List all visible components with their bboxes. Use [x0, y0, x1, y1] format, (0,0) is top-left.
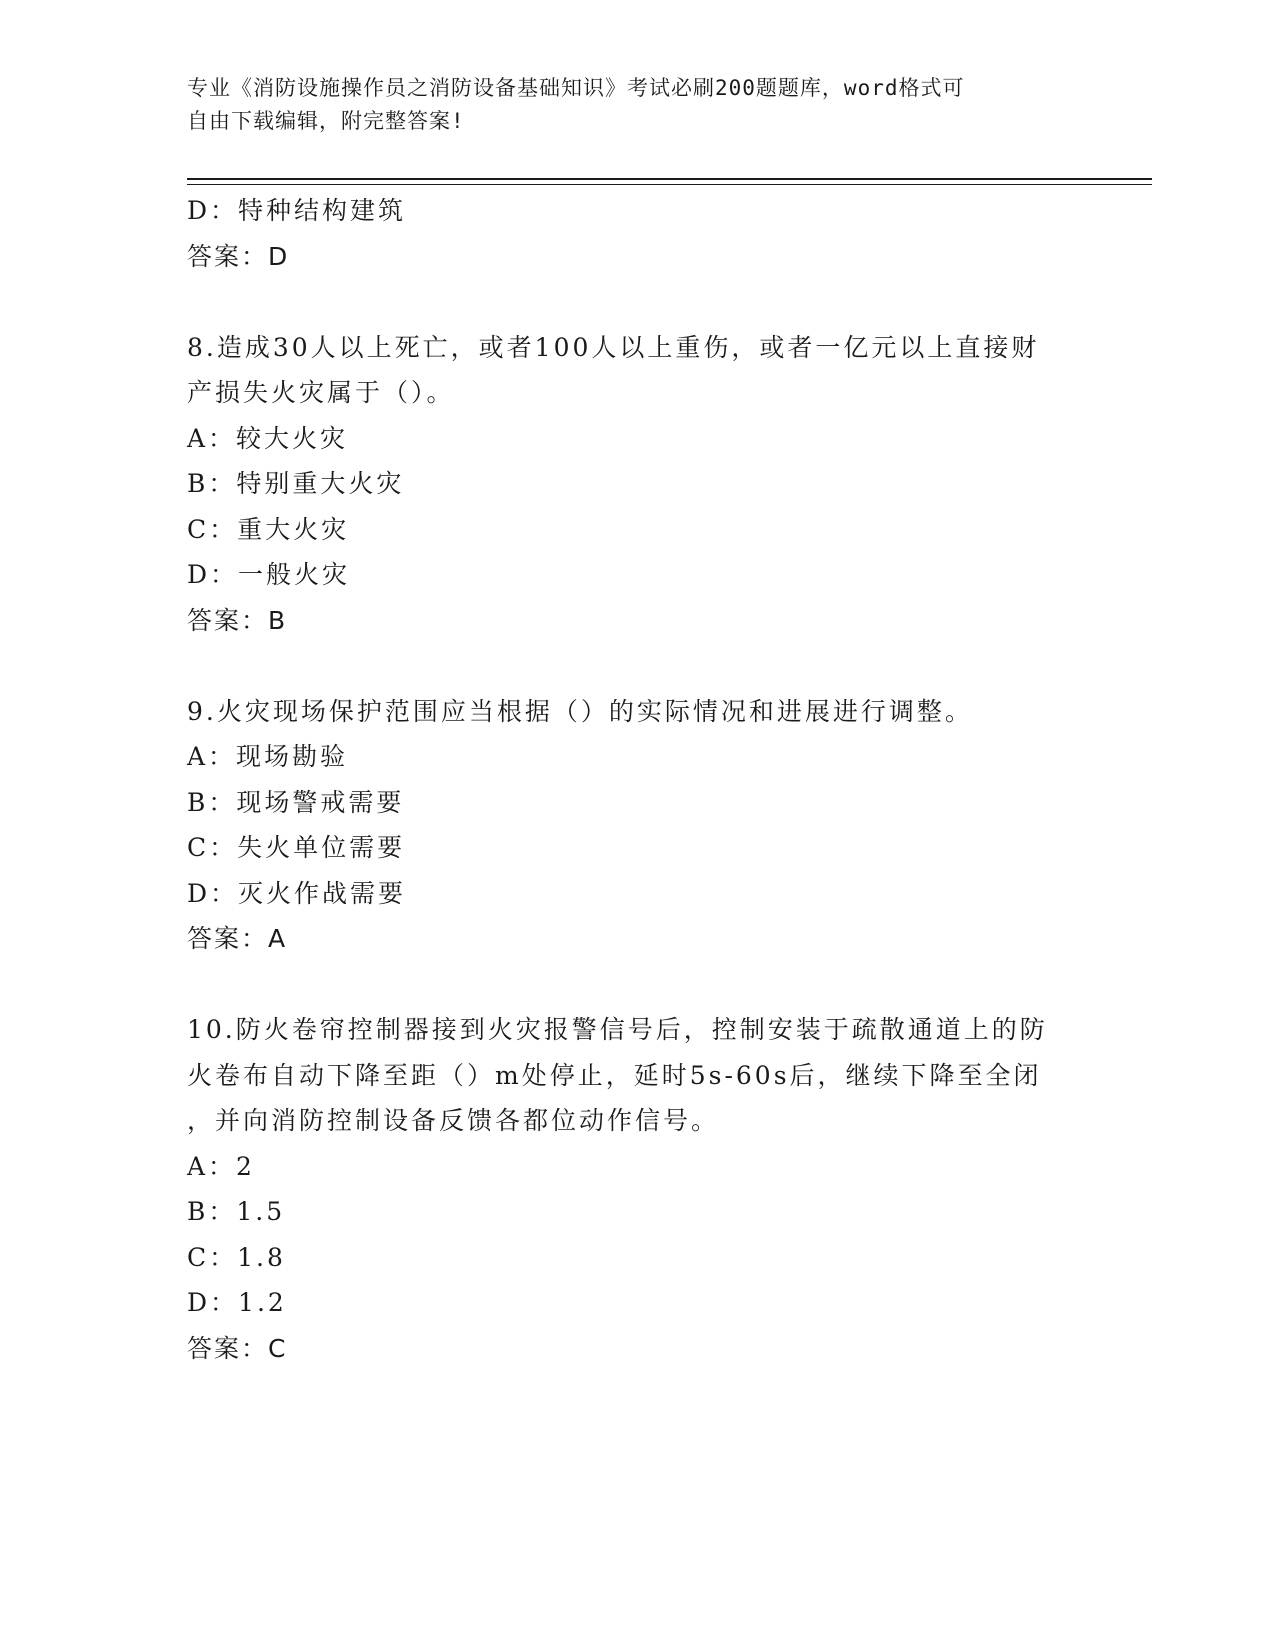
spacer — [187, 279, 1087, 325]
question-9 — [187, 689, 1087, 735]
document-header — [187, 72, 1067, 138]
question-10-line-1: 10.防火卷帘控制器接到火灾报警信号后，控制安装于疏散通道上的防 — [187, 1015, 1048, 1044]
question-10-option-a: A：2 — [187, 1151, 255, 1181]
question-10 — [187, 1007, 1087, 1144]
question-8-option-b: B：特别重大火灾 — [187, 469, 405, 498]
question-10-option-d: D：1.2 — [187, 1288, 287, 1317]
question-9-answer: 答案：A — [187, 924, 288, 953]
question-9-option-c: C：失火单位需要 — [187, 833, 406, 862]
question-10-line-3: ，并向消防控制设备反馈各都位动作信号。 — [187, 1106, 720, 1135]
question-8 — [187, 325, 1087, 416]
header-line-2: 自由下载编辑，附完整答案! — [187, 109, 465, 133]
header-rule-thin — [187, 184, 1152, 185]
header-rule-thick — [187, 178, 1152, 180]
question-8-option-d: D：一般火灾 — [187, 560, 351, 589]
spacer — [187, 962, 1087, 1008]
question-8-option-a: A：较大火灾 — [187, 423, 349, 453]
question-8-answer: 答案：B — [187, 605, 288, 635]
question-8-line-1: 8.造成30人以上死亡，或者100人以上重伤，或者一亿元以上直接财 — [187, 332, 1040, 362]
prev-option-d: D：特种结构建筑 — [187, 196, 407, 225]
prev-answer: 答案：D — [187, 241, 290, 271]
question-10-option-c: C：1.8 — [187, 1242, 286, 1272]
header-line-1: 专业《消防设施操作员之消防设备基础知识》考试必刷200题题库，word格式可 — [187, 76, 965, 100]
question-9-option-a: A：现场勘验 — [187, 742, 349, 771]
question-9-option-d: D：灭火作战需要 — [187, 878, 407, 908]
question-8-option-c: C：重大火灾 — [187, 514, 350, 544]
question-content — [187, 188, 1087, 1371]
question-9-option-b: B：现场警戒需要 — [187, 787, 405, 817]
spacer — [187, 643, 1087, 689]
question-10-answer: 答案：C — [187, 1333, 288, 1363]
question-10-line-2: 火卷布自动下降至距（）m处停止，延时5s-60s后，继续下降至全闭 — [187, 1060, 1042, 1090]
question-10-option-b: B：1.5 — [187, 1197, 286, 1226]
question-8-line-2: 产损失火灾属于（）。 — [187, 378, 455, 407]
question-9-line-1: 9.火灾现场保护范围应当根据（）的实际情况和进展进行调整。 — [187, 696, 973, 726]
